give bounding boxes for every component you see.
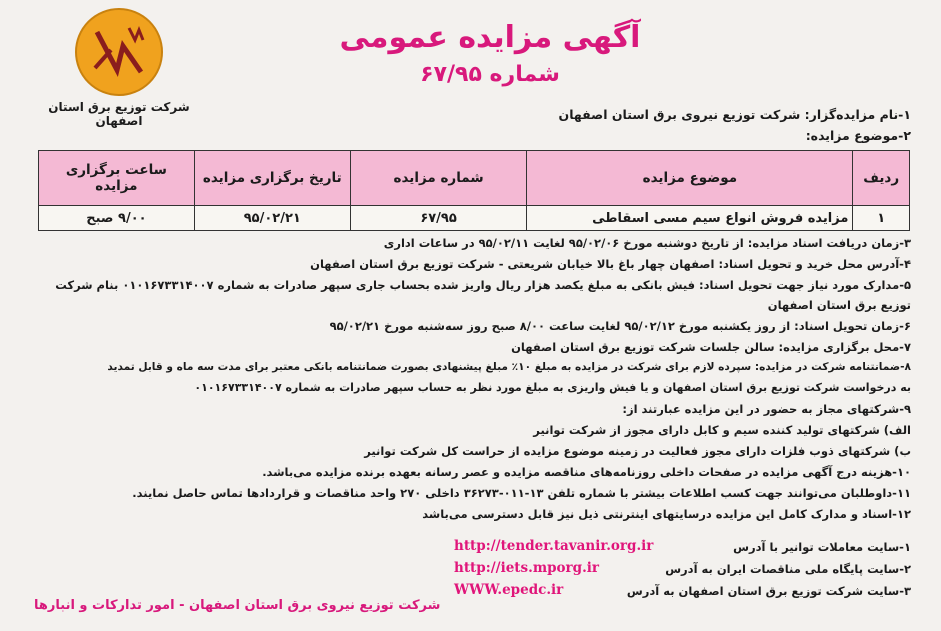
col-number: شماره مزایده — [350, 151, 527, 206]
cell-subject: مزایده فروش انواع سیم مسی اسقاطی — [527, 206, 853, 231]
item-delivery-time: ۶-زمان تحویل اسناد: از روز یکشنبه مورخ ۹۵/۰۲/۱۲ لغایت ساعت ۸/۰۰ صبح روز سه‌شنبه مورخ ۹۵/۰۲/۲۱ — [329, 319, 911, 333]
item-docs-required-cont: توزیع برق استان اصفهان — [767, 298, 911, 312]
item-ad-cost: ۱۰-هزینه درج آگهی مزایده در صفحات داخلی روزنامه‌های مناقصه مزایده و عصر رسانه بعهده برنده مزایده می‌باشد. — [262, 465, 911, 479]
company-logo-block — [26, 8, 212, 128]
col-subject: موضوع مزایده — [527, 151, 853, 206]
footer-signature: شرکت توزیع نیروی برق استان اصفهان - امور تدارکات و انبارها — [34, 598, 441, 613]
site-label-1: ۱-سایت معاملات توانیر با آدرس — [733, 540, 911, 554]
item-docs-required: ۵-مدارک مورد نیاز جهت تحویل اسناد: فیش بانکی به مبلغ یکصد هزار ریال واریز شده بحساب جاری سپهر صادرات به شماره ۰۱۰۱۶۷۳۳۱۴۰۰۷ بنام شرکت — [55, 278, 911, 292]
col-index: ردیف — [853, 151, 910, 206]
company-logo-icon — [75, 8, 163, 96]
cell-date: ۹۵/۰۲/۲۱ — [194, 206, 350, 231]
company-caption: شرکت توزیع برق استان اصفهان — [48, 100, 190, 128]
site-label-3: ۳-سایت شرکت توزیع برق استان اصفهان به آدرس — [626, 584, 911, 598]
col-date: تاریخ برگزاری مزایده — [194, 151, 350, 206]
item-venue: ۷-محل برگزاری مزایده: سالن جلسات شرکت توزیع برق استان اصفهان — [511, 340, 911, 354]
site-link-2[interactable]: http://iets.mporg.ir — [454, 560, 600, 576]
item-guarantee: ۸-ضمانتنامه شرکت در مزایده: سپرده لازم برای شرکت در مزایده به مبلغ ۱۰٪ مبلغ پیشنهادی بصورت ضمانتنامه بانکی معتبر برای مدت سه ماه و قابل تمدید — [107, 361, 911, 373]
item-address: ۴-آدرس محل خرید و تحویل اسناد: اصفهان چهار باغ بالا خیابان شریعتی - شرکت توزیع برق استان اصفهان — [310, 257, 911, 271]
item-docs-time: ۳-زمان دریافت اسناد مزایده: از تاریخ دوشنبه مورخ ۹۵/۰۲/۰۶ لغایت ۹۵/۰۲/۱۱ در ساعات اداری — [383, 236, 911, 250]
item-guarantee-cont: به درخواست شرکت توزیع برق استان اصفهان و یا فیش واریزی به مبلغ مورد نظر به حساب سپهر صادرات به شماره ۰۱۰۱۶۷۳۳۱۴۰۰۷ — [194, 381, 911, 394]
site-link-1[interactable]: http://tender.tavanir.org.ir — [454, 538, 654, 554]
item-eligible-a: الف) شرکتهای تولید کننده سیم و کابل دارای مجوز از شرکت توانیر — [533, 423, 911, 437]
item-subject: ۲-موضوع مزایده: — [805, 128, 911, 143]
site-label-2: ۲-سایت پایگاه ملی مناقصات ایران به آدرس — [665, 562, 911, 576]
item-contact: ۱۱-داوطلبان می‌توانند جهت کسب اطلاعات بیشتر با شماره تلفن ۱۳-۰۱۱-۳۶۲۷۳ داخلی ۲۷۰ واحد مناقصات و قراردادها تماس حاصل نمایند. — [132, 486, 911, 500]
site-links — [454, 538, 653, 604]
table-header-row — [39, 151, 910, 206]
item-eligible: ۹-شرکتهای مجاز به حضور در این مزایده عبارتند از: — [622, 402, 911, 416]
page-title: آگهی مزایده عمومی — [339, 20, 641, 55]
table-row — [39, 206, 910, 231]
cell-number: ۶۷/۹۵ — [350, 206, 527, 231]
item-websites: ۱۲-اسناد و مدارک کامل این مزایده درسایتهای اینترنتی ذیل نیز قابل دسترسی می‌باشد — [422, 507, 911, 521]
site-link-3[interactable]: WWW.epedc.ir — [454, 582, 564, 598]
cell-time: ۹/۰۰ صبح — [39, 206, 195, 231]
col-time: ساعت برگزاری مزایده — [39, 151, 195, 206]
item-eligible-b: ب) شرکتهای ذوب فلزات دارای مجوز فعالیت در زمینه موضوع مزایده از حراست کل شرکت توانیر — [364, 444, 911, 458]
tender-number: شماره ۶۷/۹۵ — [420, 62, 560, 87]
item-organizer: ۱-نام مزایده‌گزار: شرکت توزیع نیروی برق استان اصفهان — [558, 107, 911, 122]
tender-table — [38, 150, 910, 231]
cell-index: ۱ — [853, 206, 910, 231]
